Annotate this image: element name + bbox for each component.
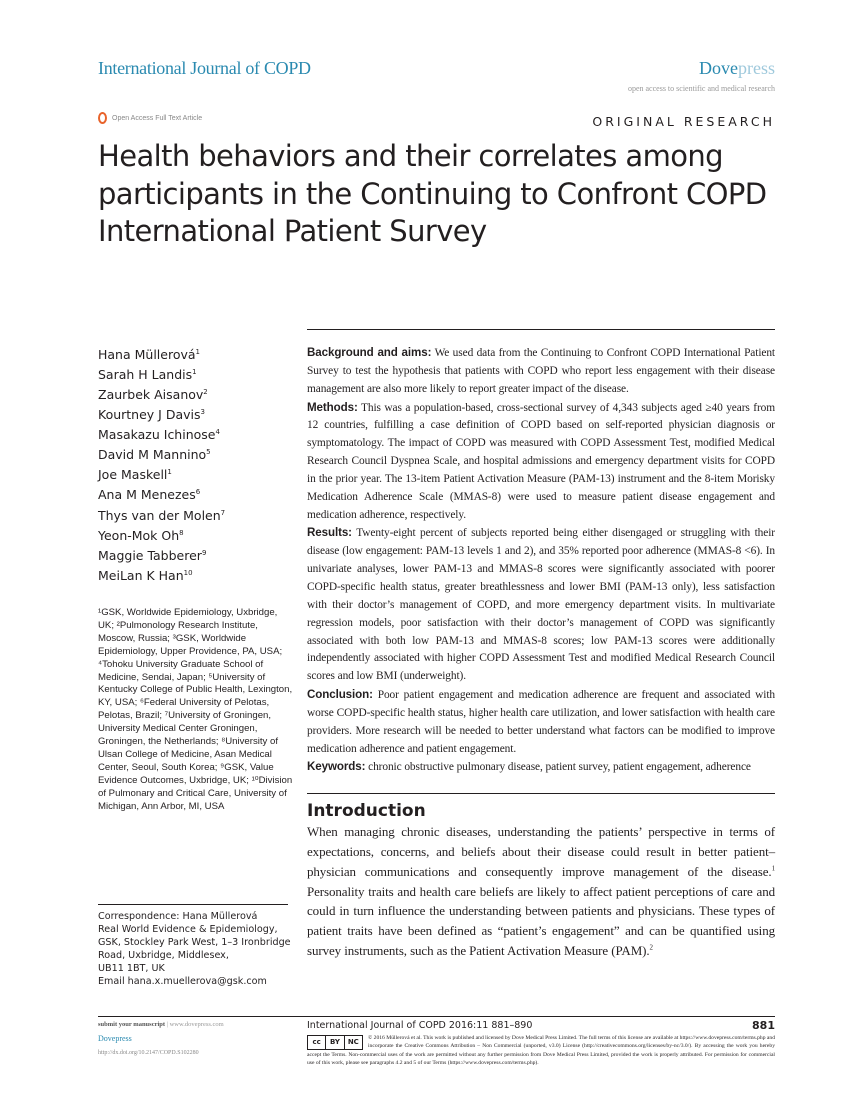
correspondence xyxy=(98,911,298,988)
affiliations: ¹GSK, Worldwide Epidemiology, Uxbridge, UK; ²Pulmonology Research Institute, Moscow, Russia; ³GSK, Worldwide Epidemiology, Upper Providence, PA, USA; ⁴Tohoku University Graduate School of Medicine, Sendai, Japan; ⁵University of Kentucky College of Public Health, Lexington, KY, USA; ⁶Federal University of Pelotas, Pelotas, Brazil; ⁷University of Groningen, University Medical Center Groningen, Groningen, the Netherlands; ⁸University of Ulsan College of Medicine, Asan Medical Center, Seoul, South Korea; ⁹GSK, Value Evidence Outcomes, Uxbridge, UK; ¹⁰Division of Pulmonary and Critical Care, University of Michigan, Ann Arbor, MI, USA xyxy=(98,606,293,813)
correspondence-line: UB11 1BT, UK xyxy=(98,962,165,974)
publisher-logo-a: Dove xyxy=(699,58,738,78)
author xyxy=(98,424,293,444)
abstract-label: Methods: xyxy=(307,400,358,414)
nc-icon: NC xyxy=(347,1038,359,1046)
divider xyxy=(98,904,288,905)
abstract-text: This was a population-based, cross-sectional survey of 4,343 subjects aged ≥40 years from 12 countries, fulfilling a case definition of COPD based on self-reported physician diagnosis or symptomatology. The impact of COPD was measured with COPD Assessment Test, modified Medical Research Council Dyspnea Scale, and hospital admissions and emergency department visits for COPD in the prior year. The 13-item Patient Activation Measure (PAM-13) instrument and the 8-item Morisky Medication Adherence Scale (MMAS-8) were used to measure patient disease engagement and medication adherence, respectively. xyxy=(307,401,775,521)
introduction-paragraph xyxy=(307,822,775,961)
abstract-label: Conclusion: xyxy=(307,688,373,702)
page-number: 881 xyxy=(752,1019,775,1032)
footer-publisher: Dovepress xyxy=(98,1034,132,1043)
author-name: Hana Müllerová xyxy=(98,347,196,363)
open-access-label xyxy=(98,112,202,124)
article-type: ORIGINAL RESEARCH xyxy=(592,114,775,129)
author-affiliation-ref: 9 xyxy=(201,548,207,557)
license-block xyxy=(307,1034,775,1068)
abstract-section xyxy=(307,758,775,777)
publisher-tagline: open access to scientific and medical research xyxy=(627,84,775,93)
cc-icon: cc xyxy=(308,1036,326,1049)
author xyxy=(98,344,293,364)
author-name: Ana M Menezes xyxy=(98,487,196,503)
doi-link[interactable]: http://dx.doi.org/10.2147/COPD.S102280 xyxy=(98,1050,199,1056)
abstract-section xyxy=(307,686,775,758)
abstract-text: Poor patient engagement and medication adherence are frequent and associated with worse COPD-specific health status, higher health care utilization, and lower satisfaction with health care providers. More research will be needed to better understand what factors can be modified to improve medication adherence and patient engagement. xyxy=(307,689,775,755)
section-heading-introduction: Introduction xyxy=(307,801,426,822)
author-name: Sarah H Landis xyxy=(98,367,193,383)
article-title: Health behaviors and their correlates among participants in the Continuing to Confront COPD International Patient Survey xyxy=(98,139,767,248)
publisher-logo-b: press xyxy=(738,58,775,78)
citation: International Journal of COPD 2016:11 881–890 xyxy=(307,1020,533,1031)
intro-text-1: When managing chronic diseases, understanding the patients’ perspective in terms of expectations, concerns, and beliefs about their disease could result in better patient–physician communications and consequently improve management of the disease. xyxy=(307,824,775,879)
author-column xyxy=(98,344,293,814)
divider xyxy=(307,793,775,794)
author xyxy=(98,484,293,504)
correspondence-line: Real World Evidence & Epidemiology, xyxy=(98,923,278,935)
by-icon: BY xyxy=(326,1036,344,1049)
abstract-section xyxy=(307,344,775,399)
author-name: Yeon-Mok Oh xyxy=(98,527,180,543)
author xyxy=(98,525,293,545)
author-affiliation-ref: 10 xyxy=(183,568,193,577)
abstract xyxy=(307,344,775,777)
submit-text: submit your manuscript xyxy=(98,1021,166,1028)
author-name: Maggie Tabberer xyxy=(98,547,202,563)
author-name: Masakazu Ichinose xyxy=(98,427,216,443)
author xyxy=(98,505,293,525)
author-affiliation-ref: 5 xyxy=(206,448,211,457)
abstract-text: Twenty-eight percent of subjects reported being either disengaged or struggling with their disease (low engagement: PAM-13 levels 1 and 2), and 35% reported poor adherence (MMAS-8 <6). In univariate analyses, lower PAM-13 and MMAS-8 scores were significantly associated with poorer COPD-specific health status, greater breathlessness and lower BMI (PAM-13 only), less satisfaction with their doctor’s management of COPD, and more emergency department visits. In multivariate regression models, poor satisfaction with their doctor’s management of COPD was significantly associated with both low PAM-13 and MMAS-8 scores; low PAM-13 scores were additionally independently associated with higher COPD Assessment Test and modified Medical Research Council scores and low BMI (underweight). xyxy=(307,527,775,683)
author-affiliation-ref: 3 xyxy=(200,408,205,417)
divider xyxy=(307,329,775,330)
author xyxy=(98,444,293,464)
author-name: Kourtney J Davis xyxy=(98,407,201,423)
author-affiliation-ref: 1 xyxy=(195,348,200,356)
submit-manuscript-link[interactable] xyxy=(98,1021,224,1028)
main-column xyxy=(307,329,775,961)
author xyxy=(98,364,293,384)
author-name: MeiLan K Han xyxy=(98,567,184,583)
intro-text-2: Personality traits and health care beliefs are likely to affect patient perceptions of care and could in turn influence the understanding between patients and physicians. These types of patient traits have been defined as “patient’s engagement” and can be quantified using survey instruments, such as the Patient Activation Measure (PAM). xyxy=(307,883,775,959)
author-affiliation-ref: 7 xyxy=(220,508,226,517)
author-name: Zaurbek Aisanov xyxy=(98,387,204,403)
abstract-label: Results: xyxy=(307,526,352,540)
correspondence-line: Road, Uxbridge, Middlesex, xyxy=(98,949,229,961)
site-link[interactable]: | www.dovepress.com xyxy=(166,1021,224,1028)
author xyxy=(98,565,293,585)
abstract-section xyxy=(307,399,775,525)
cc-license-icon xyxy=(307,1035,363,1050)
correspondence-line: Correspondence: Hana Müllerová xyxy=(98,911,258,922)
abstract-label: Background and aims: xyxy=(307,346,432,359)
footer-divider xyxy=(98,1016,775,1017)
abstract-text: chronic obstructive pulmonary disease, patient survey, patient engagement, adherence xyxy=(365,761,751,774)
abstract-section xyxy=(307,524,775,686)
open-access-lock-icon xyxy=(98,112,107,124)
license-text: © 2016 Müllerová et al. This work is published and licensed by Dove Medical Press Limited. The full terms of this license are available at https://www.dovepress.com/terms.php and incorporate the Creative Commons Attribution – Non Commercial (unported, v3.0) License (http://creativecommons.org/licenses/by-nc/3.0/). By accessing the work you hereby accept the Terms. Non-commercial uses of the work are permitted without any further permission from Dove Medical Press Limited, provided the work is properly attributed. For permission for commercial use of this work, please see paragraphs 4.2 and 5 of our Terms (https://www.dovepress.com/terms.php). xyxy=(307,1035,775,1067)
author xyxy=(98,404,293,424)
abstract-label: Keywords: xyxy=(307,760,366,774)
author-name: David M Mannino xyxy=(98,447,207,463)
correspondence-line: Email hana.x.muellerova@gsk.com xyxy=(98,975,267,987)
author-affiliation-ref: 2 xyxy=(203,388,208,397)
citation-ref: 2 xyxy=(649,943,653,952)
author-affiliation-ref: 8 xyxy=(179,528,184,537)
author-affiliation-ref: 6 xyxy=(195,488,201,497)
author-affiliation-ref: 1 xyxy=(167,468,172,477)
author-name: Joe Maskell xyxy=(98,467,168,483)
author xyxy=(98,545,293,565)
abstract-text: We used data from the Continuing to Confront COPD International Patient Survey to test the hypothesis that patients with COPD who report less engagement with their disease management are also more likely to report greater impact of the disease. xyxy=(307,347,776,395)
open-access-text: Open Access Full Text Article xyxy=(112,114,203,122)
publisher-logo xyxy=(699,58,775,79)
author-name: Thys van der Molen xyxy=(98,507,221,523)
author-list xyxy=(98,344,293,585)
author xyxy=(98,464,293,484)
citation-ref: 1 xyxy=(771,864,775,873)
author-affiliation-ref: 4 xyxy=(215,428,220,437)
correspondence-line: GSK, Stockley Park West, 1–3 Ironbridge xyxy=(98,936,291,948)
journal-name: International Journal of COPD xyxy=(98,58,311,78)
author-affiliation-ref: 1 xyxy=(192,368,197,377)
author xyxy=(98,384,293,404)
